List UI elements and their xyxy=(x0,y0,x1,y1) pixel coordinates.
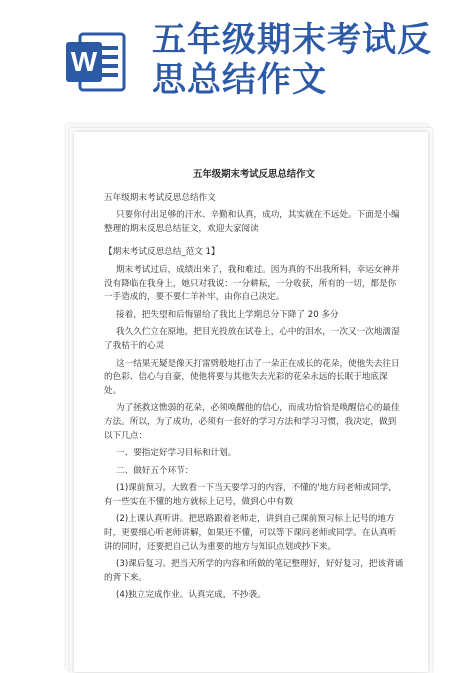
paragraph: 期末考试过后，成绩出来了，我和难过。因为真的不出我所料，幸运女神并没有降临在我身上，她只对我说：一分耕耘，一分收获，所有的一切，都是你一手造成的，要不要仁羊补牢，由你自己决定。 xyxy=(104,264,400,303)
list-item: 一、要指定好学习目标和计划。 xyxy=(116,448,237,459)
list-item: (3)课后复习。把当天所学的内容和所做的笔记整理好，好好复习，把该背诵的背下来。 xyxy=(104,559,404,583)
banner-title-line2: 思总结作文 xyxy=(152,60,327,100)
document-body xyxy=(104,168,404,607)
banner xyxy=(0,0,474,118)
paragraph: 我久久伫立在原地，把目光投放在试卷上，心中的泪水，一次又一次地濡湿了我枯干的心灵 xyxy=(104,327,400,351)
paragraph: 这一结果无疑是像天打雷劈般地打击了一朵正在成长的花朵，使他失去往日的色彩、信心与自豪，使他将要与其他失去光彩的花朵永远的长眠于地底深处。 xyxy=(104,358,400,396)
paragraph: 接着，把失望和后悔留给了我比上学期总分下降了 20 多分 xyxy=(116,309,339,320)
paragraph-intro: 只要你付出足够的汗水、辛勤和认真，成功，其实就在不远处。下面是小编整理的期末反思总结征文，欢迎大家阅读 xyxy=(104,210,400,234)
list-item: (2)上课认真听讲。把思路跟着老师走，讲到自己课前预习标上记号的地方时，更要细心听老师讲解，如果还不懂，可以等下课问老师或同学。在认真听讲的同时，还要把自己认为重要的地方与知识点划或抄下来。 xyxy=(104,514,397,552)
list-item: 二、做好五个环节： xyxy=(116,465,194,476)
logo-letter: W xyxy=(70,46,98,77)
list-item: (4)独立完成作业。认真完成，不抄袭。 xyxy=(116,590,266,601)
paragraph: 为了拯救这憔弱的花朵，必须唤醒他的信心，而成功恰恰是唤醒信心的最佳方法。所以，为了成功，必须有一套好的学习方法和学习习惯，我决定，做到以下几点： xyxy=(104,403,400,441)
section-heading: 【期末考试反思总结_范文 1】 xyxy=(104,247,220,258)
banner-title-line1: 五年级期末考试反 xyxy=(152,20,432,60)
paragraph-subtitle: 五年级期末考试反思总结作文 xyxy=(104,192,216,203)
banner-title xyxy=(152,20,432,100)
word-document-icon xyxy=(62,28,130,96)
document-title: 五年级期末考试反思总结作文 xyxy=(193,169,315,180)
list-item: (1)课前预习。大致看一下当天要学习的内容，不懂的'地方问老师或同学，有一些实在不懂的地方就标上记号，做到心中有数 xyxy=(104,483,397,507)
